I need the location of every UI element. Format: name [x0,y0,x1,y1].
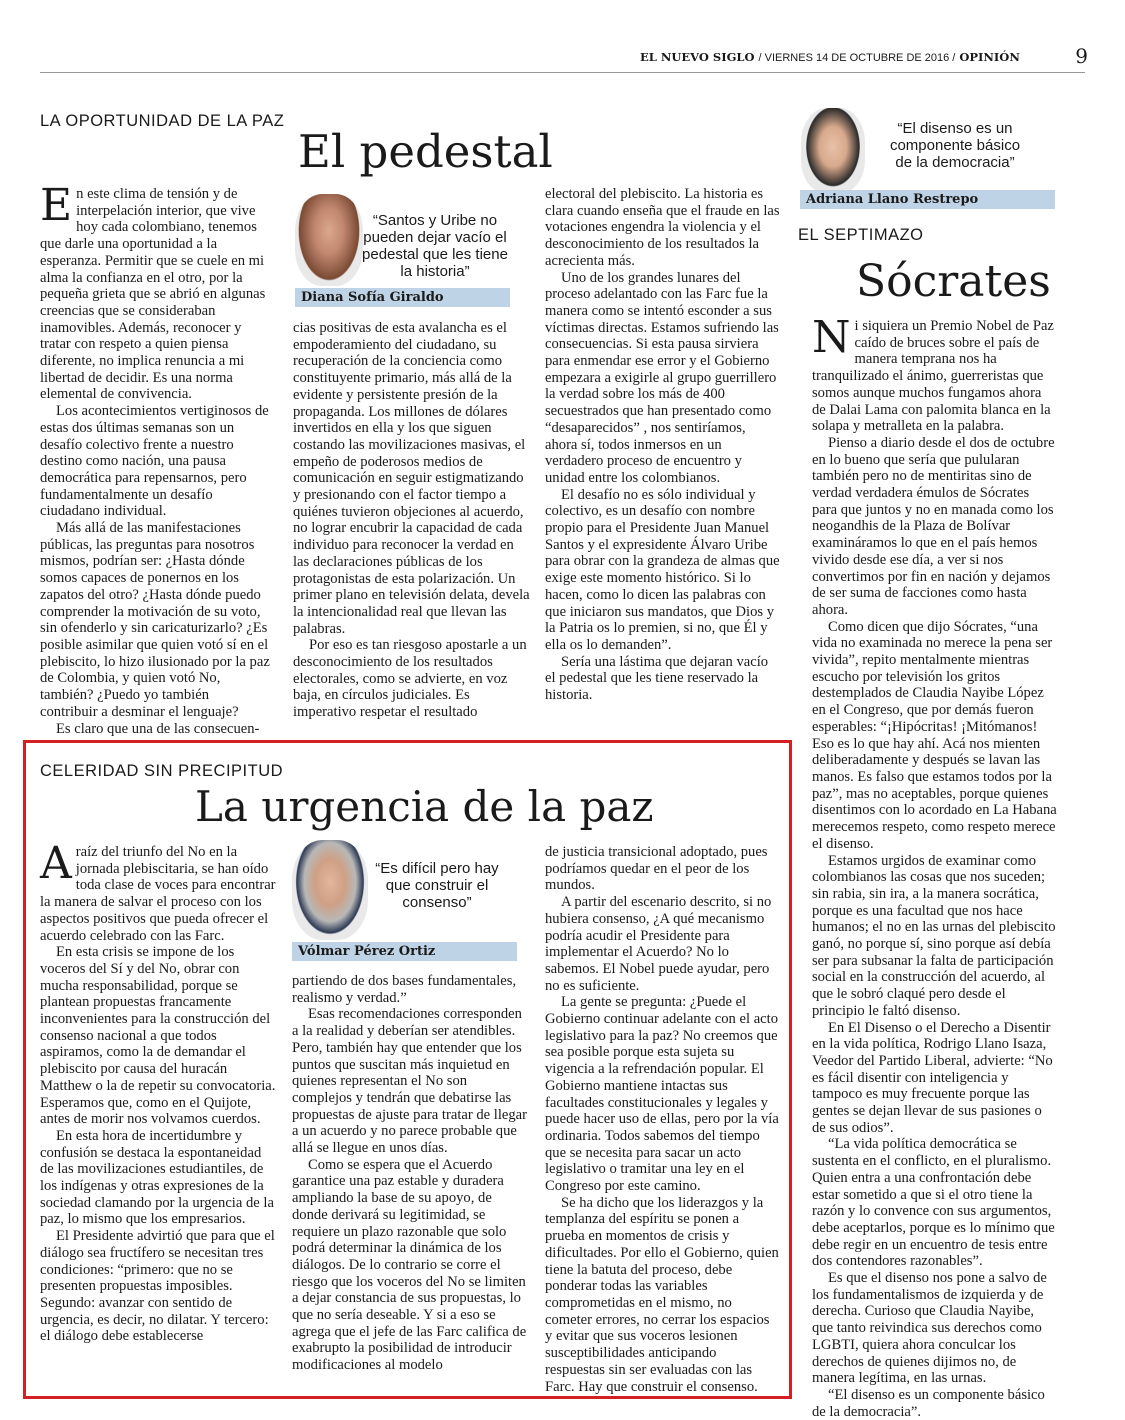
article2-column [812,312,1057,1420]
paragraph: Los acontecimientos vertiginosos de estas dos últimas semanas son un desafío colectivo frente a nuestro destino como nación, una pausa democrática para repensarnos, pero fundamentalmente un desafío ciudadano individual. [40,403,269,520]
paragraph: partiendo de dos bases fundamentales, realismo y verdad.” [292,973,517,1006]
article3-quote: “Es difícil pero hay que construir el consenso” [375,860,499,911]
paragraph: Es que el disenso nos pone a salvo de los fundamentalismos de izquierda y de derecha. Curioso que Claudia Nayibe, que tanto reivindica sus derechos como LGBTI, quiera ahora conculcar los derechos de quienes dijimos no, de manera legítima, en las urnas. [812,1270,1047,1387]
paragraph: cias positivas de esta avalancha es el empoderamiento del ciudadano, su recuperación de la conciencia como constituyente primario, más allá de la evidente y persistente presión de la propaganda. Los millones de dólares invertidos en ella y los que siguen costando las movilizaciones masivas, el empeño de poderosos medios de comunicación en seguir estigmatizando y presionando con el factor tiempo a quiénes tuvieron objeciones al acuerdo, no lograr encubrir la capacidad de cada individuo para reconocer la verdad en las declaraciones públicas de los protagonistas de esta polarización. Un primer plano en televisión delata, devela la intencionalidad real que llevan las palabras. [293,320,530,637]
paragraph: Más allá de las manifestaciones públicas, las preguntas para nosotros mismos, podrían ser: ¿Hasta dónde somos capaces de ponernos en los zapatos del otro? ¿Hasta dónde puedo comprender la motivación de su voto, sin ofenderlo y sin caricaturizarlo? ¿Es posible asimilar que quien votó sí en el plebiscito, lo hizo ilusionado por la paz de Colombia, y quien votó No, también? ¿Puedo yo también contribuir a desminar el lenguaje? [40,520,270,720]
paper-name: EL NUEVO SIGLO [640,50,755,64]
paragraph: i siquiera un Premio Nobel de Paz caído de bruces sobre el país de manera temprana nos ha tranquilizado el ánimo, guerreristas que somos aunque muchos fungamos ahora de Dalai Lama con palomita blanca en la solapa y metralleta en la palabra. [812,318,1054,435]
header-rule [40,72,1085,73]
article1-column-3 [545,186,780,704]
paragraph: El desafío no es sólo individual y colectivo, es un desafío con nombre propio para el Presidente Juan Manuel Santos y el expresidente Álvaro Uribe para obrar con la grandeza de almas que exige este momento histórico. Si lo hacen, como lo dicen las palabras con que iniciaron sus mandatos, que Dios y la Patria os lo premien, si no, que Él y ella os lo demanden”. [545,486,780,653]
paragraph: Sería una lástima que dejaran vacío el pedestal que les tiene reservado la historia. [545,653,769,704]
page-number: 9 [1075,44,1088,68]
paragraph: Se ha dicho que los liderazgos y la templanza del espíritu se ponen a prueba en momentos de crisis y dificultades. Por ello el Gobierno, quien tiene la batuta del proceso, debe ponderar todas las variables comprometidas en el mismo, no cometer errores, no cerrar los espacios y evitar que sus voceros lesionen susceptibilidades anticipando respuestas sin ser evaluadas con las Farc. Hay que construir el consenso. [545,1194,779,1395]
paragraph: “El disenso es un componente básico de la democracia”. [812,1387,1045,1420]
article1-title: El pedestal [298,125,553,178]
paragraph: “La vida política democrática se sustenta en el conflicto, en el pluralismo. Quien entra a una confrontación debe estar sometido a que si el otro tiene la razón y lo convence con sus argumentos, debe aceptarlos, porque es lo mínimo que debe regir en un encuentro de tesis entre dos contendores razonables”. [812,1136,1055,1270]
paragraph: La gente se pregunta: ¿Puede el Gobierno continuar adelante con el acto legislativo para la paz? No creemos que sea posible porque esta sujeta su vigencia a la refrendación popular. El Gobierno mantiene intactas sus facultades constitucionales y legales y puede hacer uso de ellas, pero por la vía ordinaria. Todos sabemos del tiempo que se necesita para sacar un acto legislativo o tramitar una ley en el Congreso por este camino. [545,994,779,1195]
paragraph: En esta crisis se impone de los voceros del Sí y del No, obrar con mucha responsabilidad, porque se plantean propuestas francamente inconvenientes para la construcción del consenso nacional a que todos aspiramos, como la de demandar el plebiscito por causa del huracán Matthew o la de repetir su convocatoria. Esperamos que, como en el Quijote, antes de morir nos volvamos cuerdos. [40,944,276,1128]
author-photo-giraldo [295,194,363,286]
article2-author: Adriana Llano Restrepo [800,190,1055,209]
article1-column-2 [293,320,531,721]
article1-quote: “Santos y Uribe no pueden dejar vacío el pedestal que les tiene la historia” [362,212,508,280]
paragraph: En El Disenso o el Derecho a Disentir en la vida política, Rodrigo Llano Isaza, Veedor del Partido Liberal, advierte: “No es fácil disentir con inteligencia y tampoco es muy frecuente porque las gentes se dejan llevar de sus pasiones o de sus odios”. [812,1019,1053,1136]
author-photo-llano [801,108,865,194]
paragraph: A partir del escenario descrito, si no hubiera consenso, ¿A qué mecanismo podría acudir el Presidente para implementar el Acuerdo? No lo sabemos. El Nobel puede ayudar, pero no es suficiente. [545,894,772,994]
article3-kicker: CELERIDAD SIN PRECIPITUD [40,762,284,780]
author-photo-perez [292,840,368,940]
paragraph: Esas recomendaciones corresponden a la realidad y deberían ser atendibles. Pero, también hay que entender que los puntos que suscitan más inquietud en quienes representan el No son complejos y tendrán que debatirse las propuestas de ajuste para tratar de llegar a un acuerdo y no parece probable que allá se llegue en unos días. [292,1006,528,1157]
paragraph: Por eso es tan riesgoso apostarle a un desconocimiento de los resultados electorales, como se advierte, en voz baja, en círculos judiciales. Es imperativo respetar el resultado [293,637,527,721]
dropcap: N [812,312,851,363]
article2-title: Sócrates [856,256,1051,307]
paragraph: de justicia transicional adoptado, pues podríamos quedar en el peor de los mundos. [545,844,768,894]
article3-column-1 [40,838,278,1345]
paragraph: n este clima de tensión y de interpelación interior, que vive hoy cada colombiano, tenemos que darle una oportunidad a la esperanza. Permitir que se cuele en mi alma la confianza en el otro, por la pequeña grieta que se abrió en algunas creencias que se consideraban inamovibles. Además, reconocer y tratar con respeto a quien piensa diferente, no implica renuncia a mi libertad de decidir. Es una norma elemental de convivencia. [40,186,266,403]
article1-author: Diana Sofía Giraldo [295,288,510,307]
paragraph: raíz del triunfo del No en la jornada plebiscitaria, se han oído toda clase de voces para encontrar la manera de salvar el proceso con los aspectos positivos que pueda ofrecer el acuerdo celebrado con las Farc. [40,844,276,944]
header-section: OPINIÓN [959,50,1020,64]
article2-kicker: EL SEPTIMAZO [798,226,924,244]
dropcap: E [40,180,73,231]
paragraph: Como dicen que dijo Sócrates, “una vida no examinada no merece la pena ser vivida”, repito mentalmente mientras escucho por televisión los gritos destemplados de Claudia Nayibe López en el Congreso, que por demás fueron esperables: “¡Hipócritas! ¡Mitómanos! Eso es lo que hay ahí. Acá nos mienten deliberadamente y después se lavan las manos. Es falso que estamos todos por la paz”, mas no aceptables, porque quienes disentimos con lo acordado en La Habana merecemos respeto, como respeto merece el disenso. [812,618,1057,852]
paragraph: Como se espera que el Acuerdo garantice una paz estable y duradera ampliando la base de su apoyo, de donde derivará su legitimidad, se requiere un plazo razonable que solo podrá determinar la dinámica de los diálogos. De lo contrario se corre el riesgo que los voceros del No se limiten a dejar constancia de sus propuestas, lo que no sería deseable. Y si a eso se agrega que el jefe de las Farc califica de exabrupto la posibilidad de introducir modificaciones al modelo [292,1156,527,1374]
article1-kicker: LA OPORTUNIDAD DE LA PAZ [40,112,285,130]
article3-title: La urgencia de la paz [195,782,654,831]
paragraph: Pienso a diario desde el dos de octubre en lo bueno que sería que pulularan también pero no de mentiritas sino de verdad verdadera émulos de Sócrates para que juntos y no en manada como los neogandhis de la Plaza de Bolívar examináramos lo que en el país hemos vivido desde ese día, a ver si nos convertimos por fin en nación y dejamos de ser suma de facciones como hasta ahora. [812,434,1055,618]
paragraph: Estamos urgidos de examinar como colombianos las cosas que nos suceden; sin rabia, sin ira, a la manera socrática, porque es una facultad que nos hace humanos; el no en las urnas del plebiscito ganó, no porque sí, sino porque así debía ser para subsanar la falta de participación social en la construcción del acuerdo, al que le sobró claqué pero desde el principio le faltó disenso. [812,852,1056,1019]
article2-quote: “El disenso es un componente básico de la democracia” [889,120,1021,171]
article3-column-3 [545,844,780,1395]
paragraph: electoral del plebiscito. La historia es clara cuando enseña que el fraude en las votaciones engendra la violencia y el desconocimiento de los resultados la acrecienta más. [545,186,780,269]
header-date: / VIERNES 14 DE OCTUBRE DE 2016 / [758,52,956,64]
article1-column-1 [40,180,270,737]
paragraph: En esta hora de incertidumbre y confusión se destaca la espontaneidad de las movilizaciones estudiantiles, de los indígenas y otras expresiones de la sociedad clamando por la urgencia de la paz, lo mismo que los empresarios. [40,1127,274,1228]
article3-column-2 [292,973,530,1374]
dropcap: A [40,838,72,889]
page-header [640,44,1090,72]
paragraph: Es claro que una de las consecuen- [56,720,260,737]
article3-author: Vólmar Pérez Ortiz [292,942,517,961]
paragraph: Uno de los grandes lunares del proceso adelantado con las Farc fue la manera como se intentó esconder a sus víctimas directas. Estamos sufriendo las consecuencias. Si esta pausa sirviera para enmendar ese error y el Gobierno empezara a exigirle al grupo guerrillero la verdad sobre los más de 400 secuestrados que han presentado como “desaparecidos” , nos sentiríamos, ahora sí, todos inmersos en un verdadero proceso de encuentro y unidad entre los colombianos. [545,269,779,486]
paragraph: El Presidente advirtió que para que el diálogo sea fructífero se necesitan tres condiciones: “primero: que no se presenten propuestas imposibles. Segundo: avanzar con sentido de urgencia, es decir, no dilatar. Y tercero: el diálogo debe establecerse [40,1228,275,1345]
